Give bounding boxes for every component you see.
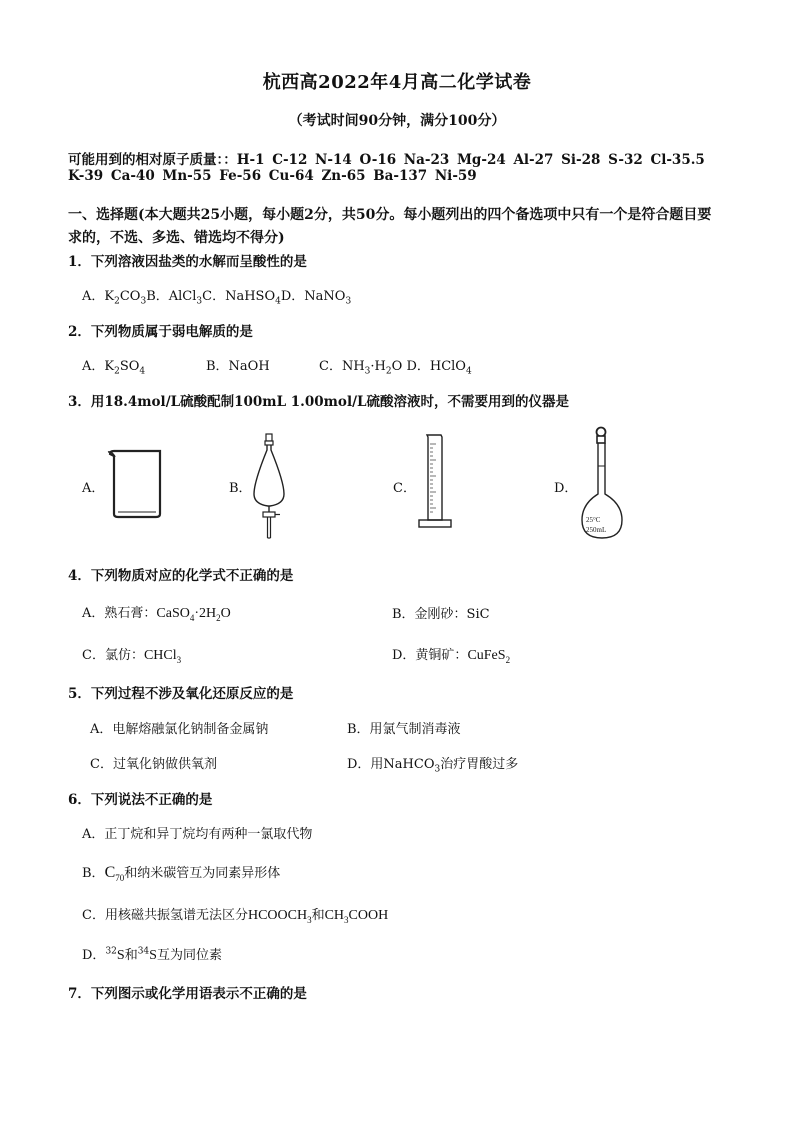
- q4-option-c: C．氯仿：CHCl$_3$: [82, 648, 182, 665]
- q2-option-c-d: C．$NH_3\cdot H_2O$ D．HClO$_4$: [319, 359, 472, 377]
- section-1-instructions-line-2: 求的，不选、多选、错选均不得分): [68, 230, 285, 246]
- section-1-instructions-line-1: 一、选择题(本大题共25小题，每小题2分，共50分。每小题列出的四个备选项中只有一个是符合题目要: [68, 207, 712, 223]
- question-4-stem: 4．下列物质对应的化学式不正确的是: [68, 568, 294, 584]
- exam-subtitle: （考试时间90分钟，满分100分）: [288, 113, 506, 129]
- q5-option-b: B．用氯气制消毒液: [347, 722, 461, 737]
- q6-option-a: A．正丁烷和异丁烷均有两种一氯取代物: [82, 827, 313, 842]
- q3-option-c-label: C．: [393, 481, 416, 496]
- volumetric-flask-icon: [578, 424, 628, 544]
- q3-option-a-label: A．: [82, 481, 105, 496]
- graduated-cylinder-icon: [417, 432, 453, 532]
- q6-option-c: C．用核磁共振氢谱无法区分$HCOOCH_3$和$CH_3COOH$: [82, 908, 389, 925]
- atomic-masses-line-2: K-39 Ca-40 Mn-55 Fe-56 Cu-64 Zn-65 Ba-137 Ni-59: [68, 168, 477, 184]
- question-2-stem: 2．下列物质属于弱电解质的是: [68, 324, 253, 340]
- q5-option-c: C．过氧化钠做供氧剂: [90, 757, 217, 772]
- q3-option-b-label: B．: [229, 481, 252, 496]
- flask-temperature-label: 25°C: [586, 516, 601, 524]
- question-5-stem: 5．下列过程不涉及氧化还原反应的是: [68, 686, 294, 702]
- q2-option-b: B．NaOH: [206, 359, 270, 374]
- q1-option-d: D．NaNO$_3$: [280, 289, 352, 307]
- question-3-stem: 3．用18.4mol/L硫酸配制100mL 1.00mol/L硫酸溶液时，不需要用到的仪器是: [68, 394, 569, 410]
- q4-option-d: D．黄铜矿：CuFeS$_2$: [392, 648, 511, 665]
- beaker-icon: [106, 448, 166, 520]
- flask-volume-label: 250mL: [586, 526, 607, 534]
- q3-option-d-label: D．: [554, 481, 578, 496]
- q2-option-a: A．$K_2SO_4$: [82, 359, 146, 377]
- q1-option-b: B．AlCl$_3$: [146, 289, 203, 307]
- q4-option-b: B．金刚砂：SiC: [392, 607, 490, 622]
- question-1-stem: 1．下列溶液因盐类的水解而呈酸性的是: [68, 254, 307, 270]
- q1-option-c: C．NaHSO$_4$: [202, 289, 281, 307]
- q6-option-d: D．$^{32}$S和$^{34}$S互为同位素: [82, 946, 222, 963]
- q5-option-a: A．电解熔融氯化钠制备金属钠: [90, 722, 269, 737]
- atomic-masses-line-1: 可能用到的相对原子质量：：H-1 C-12 N-14 O-16 Na-23 Mg-24 Al-27 Si-28 S-32 Cl-35.5: [68, 152, 705, 168]
- q5-option-d: D．用NaHCO$_3$治疗胃酸过多: [347, 757, 519, 775]
- q4-option-a: A．熟石膏：$CaSO_4\cdot 2H_2O$: [82, 606, 231, 623]
- exam-title: 杭西高2022年4月高二化学试卷: [262, 72, 532, 93]
- question-6-stem: 6．下列说法不正确的是: [68, 792, 213, 808]
- separatory-funnel-icon: [248, 432, 290, 542]
- question-1-options: [82, 285, 352, 307]
- q6-option-b: B．$C_{70}$和纳米碳管互为同素异形体: [82, 864, 281, 884]
- question-7-stem: 7．下列图示或化学用语表示不正确的是: [68, 986, 307, 1002]
- q1-option-a: A．$K_2CO_3$: [82, 289, 147, 307]
